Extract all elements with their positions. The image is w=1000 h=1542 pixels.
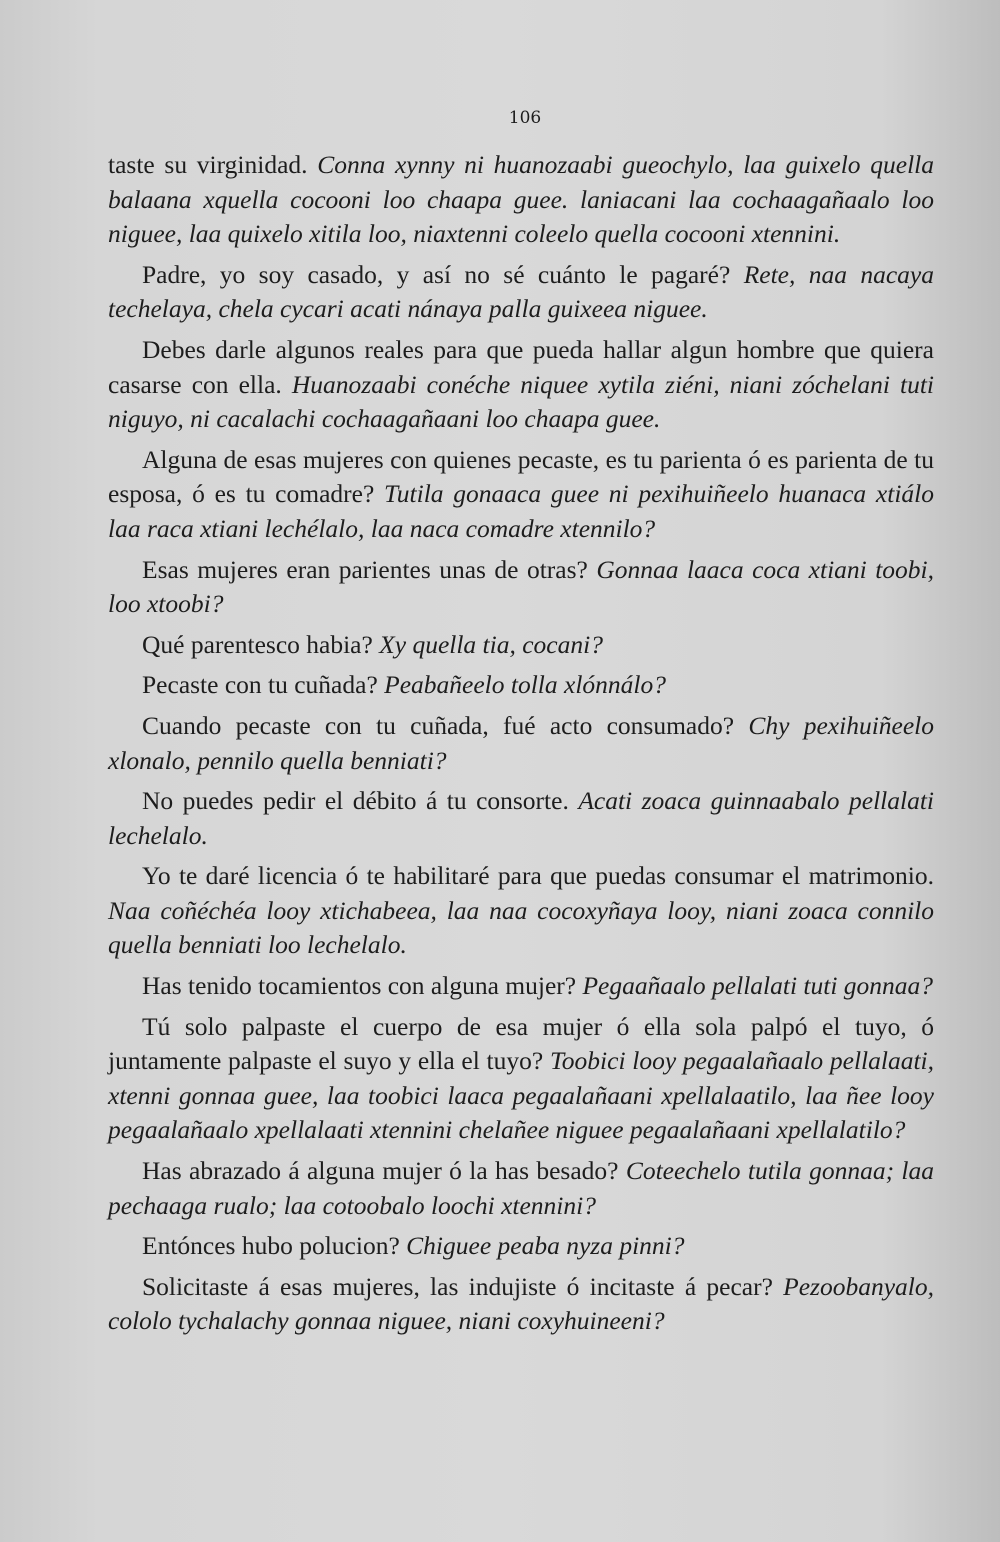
paragraph [108, 784, 934, 853]
paragraph [108, 553, 934, 622]
paragraph [108, 969, 934, 1004]
spanish-text: Pecaste con tu cuñada? [142, 670, 378, 700]
zapotec-text: Rete, naa nacaya techelaya, chela cycari acati nánaya palla guixeea niguee. [108, 259, 934, 324]
spanish-text: Entónces hubo polucion? [142, 1231, 400, 1261]
spanish-text: Debes darle algunos reales para que pueda hallar algun hombre que quiera casarse con ella. [108, 334, 934, 399]
zapotec-text: Huanozaabi conéche niquee xytila ziéni, niani zóchelani tuti niguyo, ni cacalachi cochaagañaani loo chaapa guee. [108, 369, 934, 434]
zapotec-text: Acati zoaca guinnaabalo pellalati lechelalo. [108, 786, 935, 850]
spanish-text: taste su virginidad. [108, 150, 308, 179]
zapotec-text: Xy quella tia, cocani? [379, 629, 603, 659]
zapotec-text: Conna xynny ni huanozaabi gueochylo, laa guixelo quella balaana xquella cocooni loo chaapa guee. laniacani laa cochaagañaalo loo niguee, laa quixelo xitila loo, niaxtenni coleelo quella cocooni xtennini. [108, 150, 934, 249]
spanish-text: Cuando pecaste con tu cuñada, fué acto consumado? [142, 710, 735, 740]
paragraph [108, 148, 934, 252]
zapotec-text: Tutila gonaaca guee ni pexihuiñeelo huanaca xtiálo laa raca xtiani lechélalo, laa naca comadre xtennilo? [108, 479, 934, 543]
spanish-text: Qué parentesco habia? [142, 629, 373, 659]
paragraph [108, 668, 934, 703]
paragraph [108, 1229, 934, 1264]
paragraph [108, 859, 934, 963]
paragraph [108, 1270, 934, 1339]
zapotec-text: Toobici looy pegaalañaalo pellalaati, xtenni gonnaa guee, laa toobici laaca pegaalañaani xpellalaatilo, laa ñee looy pegaalañaalo xpellalaati xtennini chelañee niguee pegaalañaani xpellalatilo? [108, 1046, 935, 1145]
zapotec-text: Chy pexihuiñeelo xlonalo, pennilo quella benniati? [108, 710, 935, 775]
zapotec-text: Pegaañaalo pellalati tuti gonnaa? [582, 971, 934, 1001]
spanish-text: Has abrazado á alguna mujer ó la has besado? [142, 1156, 619, 1186]
paragraph [108, 1010, 934, 1148]
paragraph [108, 628, 934, 663]
page-text [108, 148, 934, 1345]
paragraph [108, 443, 934, 547]
spanish-text: Tú solo palpaste el cuerpo de esa mujer ó ella sola palpó el tuyo, ó juntamente palpaste el suyo y ella el tuyo? [108, 1011, 934, 1076]
paragraph [108, 1154, 934, 1223]
zapotec-text: Coteechelo tutila gonnaa; laa pechaaga rualo; laa cotoobalo loochi xtennini? [108, 1156, 934, 1220]
zapotec-text: Pezoobanyalo, cololo tychalachy gonnaa niguee, niani coxyhuineeni? [108, 1271, 934, 1336]
page-number: 106 [508, 108, 542, 128]
paragraph [108, 333, 934, 437]
zapotec-text: Gonnaa laaca coca xtiani toobi, loo xtoobi? [108, 554, 935, 619]
spanish-text: Padre, yo soy casado, y así no sé cuánto le pagaré? [142, 259, 731, 289]
spanish-text: Alguna de esas mujeres con quienes pecaste, es tu parienta ó es parienta de tu esposa, ó es tu comadre? [108, 444, 934, 509]
spanish-text: Has tenido tocamientos con alguna mujer? [142, 971, 577, 1001]
spanish-text: Solicitaste á esas mujeres, las indujiste ó incitaste á pecar? [142, 1271, 773, 1301]
spanish-text: Esas mujeres eran parientes unas de otras? [142, 554, 588, 584]
zapotec-text: Peabañeelo tolla xlónnálo? [384, 670, 666, 700]
spanish-text: No puedes pedir el débito á tu consorte. [142, 786, 569, 816]
zapotec-text: Naa coñéchéa looy xtichabeea, laa naa cocoxyñaya looy, niani zoaca connilo quella benniati loo lechelalo. [108, 895, 934, 960]
spanish-text: Yo te daré licencia ó te habilitaré para que puedas consumar el matrimonio. [142, 861, 934, 891]
zapotec-text: Chiguee peaba nyza pinni? [406, 1231, 685, 1261]
paragraph [108, 709, 934, 778]
paragraph [108, 258, 934, 327]
